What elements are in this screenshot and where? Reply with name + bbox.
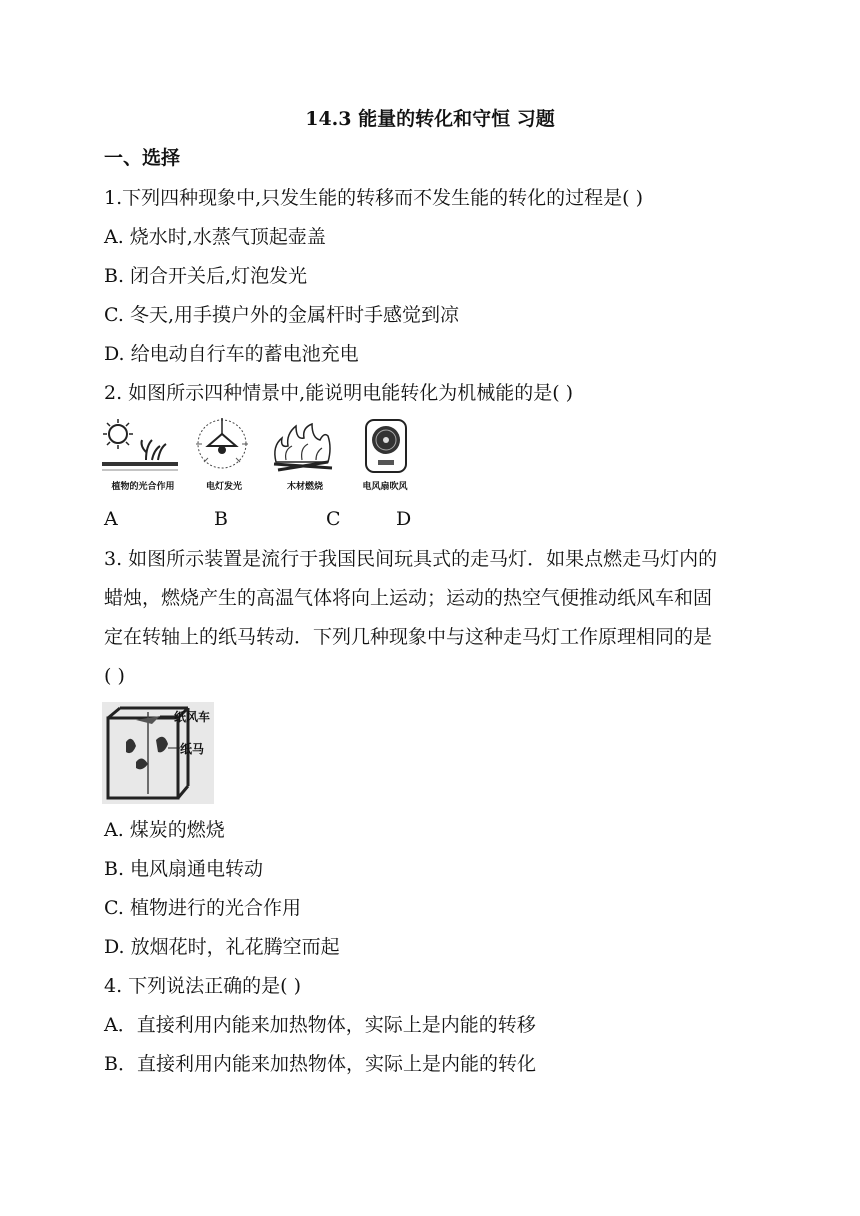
figure-wood-burning — [262, 416, 348, 492]
question-3-stem-line-1: 3. 如图所示装置是流行于我国民间玩具式的走马灯．如果点燃走马灯内的 — [104, 548, 718, 570]
figure-caption-lamp: 电灯发光 — [205, 482, 242, 492]
question-4-option-b: B．直接利用内能来加热物体，实际上是内能的转化 — [104, 1053, 536, 1075]
letter-b: B — [214, 508, 228, 530]
letter-d: D — [396, 508, 412, 530]
question-1-option-b: B. 闭合开关后,灯泡发光 — [104, 265, 308, 287]
question-3-option-a: A. 煤炭的燃烧 — [104, 819, 225, 841]
question-4-option-a: A．直接利用内能来加热物体，实际上是内能的转移 — [104, 1014, 536, 1036]
question-1-stem: 1.下列四种现象中,只发生能的转移而不发生能的转化的过程是( ) — [104, 187, 644, 209]
fire-icon — [262, 416, 348, 478]
question-3-stem-line-2: 蜡烛，燃烧产生的高温气体将向上运动；运动的热空气便推动纸风车和固 — [104, 587, 713, 609]
figure-caption-photosynthesis: 植物的光合作用 — [111, 482, 175, 492]
sun-plant-icon — [100, 416, 186, 478]
question-3-option-d: D. 放烟花时，礼花腾空而起 — [104, 936, 340, 958]
question-1-option-d: D. 给电动自行车的蓄电池充电 — [104, 343, 359, 365]
question-3-stem-line-3: 定在转轴上的纸马转动．下列几种现象中与这种走马灯工作原理相同的是 — [104, 626, 713, 648]
question-2-stem: 2. 如图所示四种情景中,能说明电能转化为机械能的是( ) — [104, 382, 574, 404]
lamp-icon — [186, 416, 262, 478]
label-paper-horse: 纸马 — [180, 742, 205, 756]
figure-caption-wood-burning: 木材燃烧 — [286, 482, 323, 492]
question-1-option-a: A. 烧水时,水蒸气顶起壶盖 — [104, 226, 326, 248]
figure-lamp — [186, 416, 262, 492]
question-4-stem: 4. 下列说法正确的是( ) — [104, 975, 302, 997]
question-3-stem-line-4: ( ) — [104, 665, 125, 687]
label-paper-windmill: 纸风车 — [174, 710, 211, 724]
fan-icon — [348, 416, 422, 478]
question-2-figures — [100, 416, 422, 492]
question-1-option-c: C. 冬天,用手摸户外的金属杆时手感觉到凉 — [104, 304, 459, 326]
page-title: 14.3 能量的转化和守恒 习题 — [305, 108, 555, 130]
letter-c: C — [326, 508, 341, 530]
section-heading: 一、选择 — [104, 147, 181, 169]
figure-caption-fan: 电风扇吹风 — [362, 482, 408, 492]
question-3-option-b: B. 电风扇通电转动 — [104, 858, 264, 880]
letter-a: A — [104, 508, 118, 530]
figure-photosynthesis — [100, 416, 186, 492]
figure-revolving-lantern — [102, 702, 214, 808]
figure-fan — [348, 416, 422, 492]
question-3-option-c: C. 植物进行的光合作用 — [104, 897, 301, 919]
